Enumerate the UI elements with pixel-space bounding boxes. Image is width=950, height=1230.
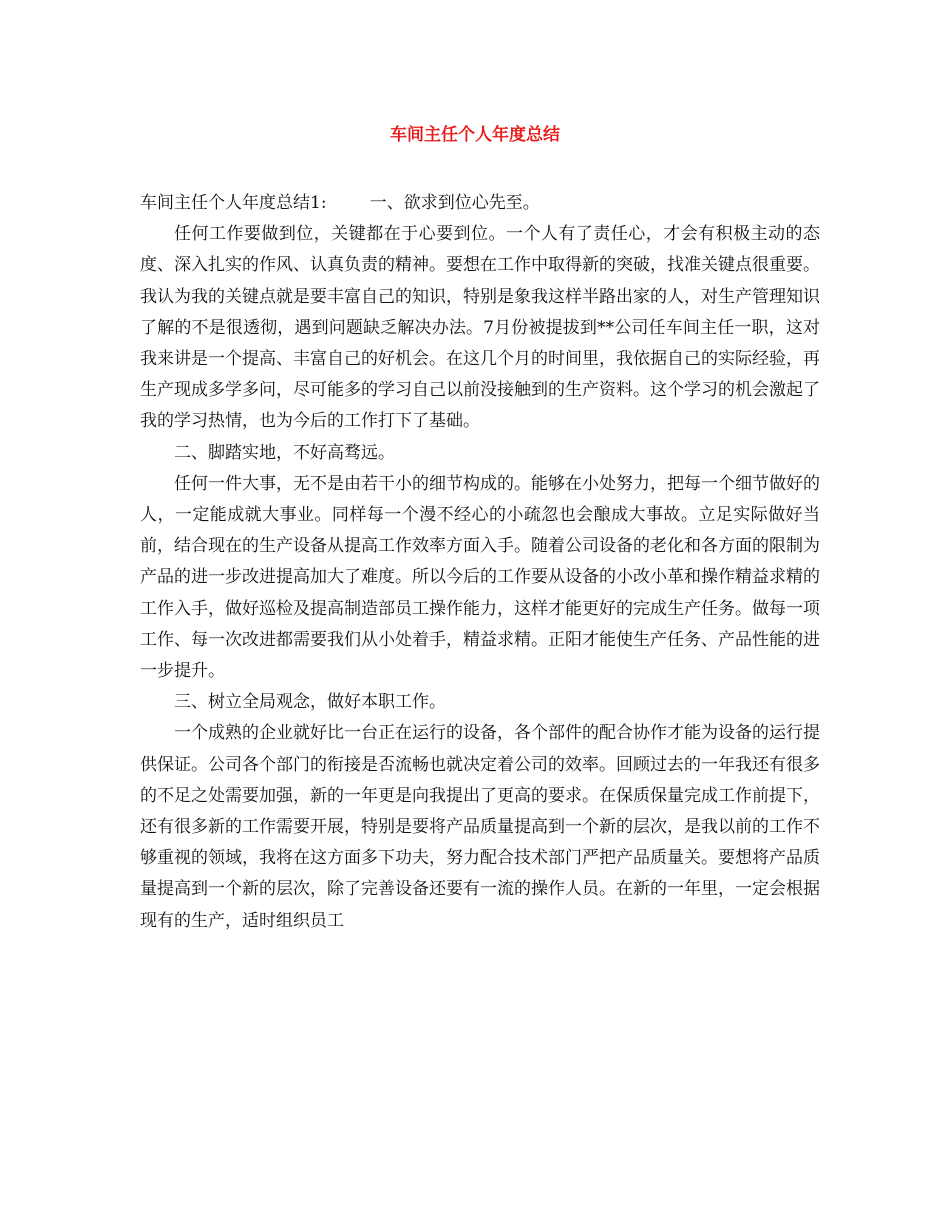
document-title: 车间主任个人年度总结 xyxy=(390,125,560,145)
document-body xyxy=(140,188,820,937)
paragraph-2: 任何一件大事，无不是由若干小的细节构成的。能够在小处努力，把每一个细节做好的人，一定能成就大事业。同样每一个漫不经心的小疏忽也会酿成大事故。立足实际做好当前，结合现在的生产设备从提高工作效率方面入手。随着公司设备的老化和各方面的限制为产品的进一步改进提高加大了难度。所以今后的工作要从设备的小改小革和操作精益求精的工作入手，做好巡检及提高制造部员工操作能力，这样才能更好的完成生产任务。做每一项工作、每一次改进都需要我们从小处着手，精益求精。正阳才能使生产任务、产品性能的进一步提升。 xyxy=(140,473,820,682)
section-heading-3: 三、树立全局观念，做好本职工作。 xyxy=(174,692,446,713)
paragraph-1: 任何工作要做到位，关键都在于心要到位。一个人有了责任心，才会有积极主动的态度、深入扎实的作风、认真负责的精神。要想在工作中取得新的突破，找准关键点很重要。我认为我的关键点就是要丰富自己的知识，特别是象我这样半路出家的人，对生产管理知识了解的不是很透彻，遇到问题缺乏解决办法。7月份被提拔到**公司任车间主任一职，这对我来讲是一个提高、丰富自己的好机会。在这几个月的时间里，我依据自己的实际经验，再生产现成多学多问，尽可能多的学习自己以前没接触到的生产资料。这个学习的机会激起了我的学习热情，也为今后的工作打下了基础。 xyxy=(140,224,820,432)
section-heading-2: 二、脚踏实地，不好高骛远。 xyxy=(174,442,395,463)
paragraph-3: 一个成熟的企业就好比一台正在运行的设备，各个部件的配合协作才能为设备的运行提供保证。公司各个部门的衔接是否流畅也就决定着公司的效率。回顾过去的一年我还有很多的不足之处需要加强，新的一年更是向我提出了更高的要求。在保质保量完成工作前提下，还有很多新的工作需要开展，特别是要将产品质量提高到一个新的层次，是我以前的工作不够重视的领域，我将在这方面多下功夫，努力配合技术部门严把产品质量关。要想将产品质量提高到一个新的层次，除了完善设备还要有一流的操作人员。在新的一年里，一定会根据现有的生产，适时组织员工 xyxy=(140,723,820,931)
section-heading-1: 车间主任个人年度总结1: 一、欲求到位心先至。 xyxy=(140,193,540,213)
